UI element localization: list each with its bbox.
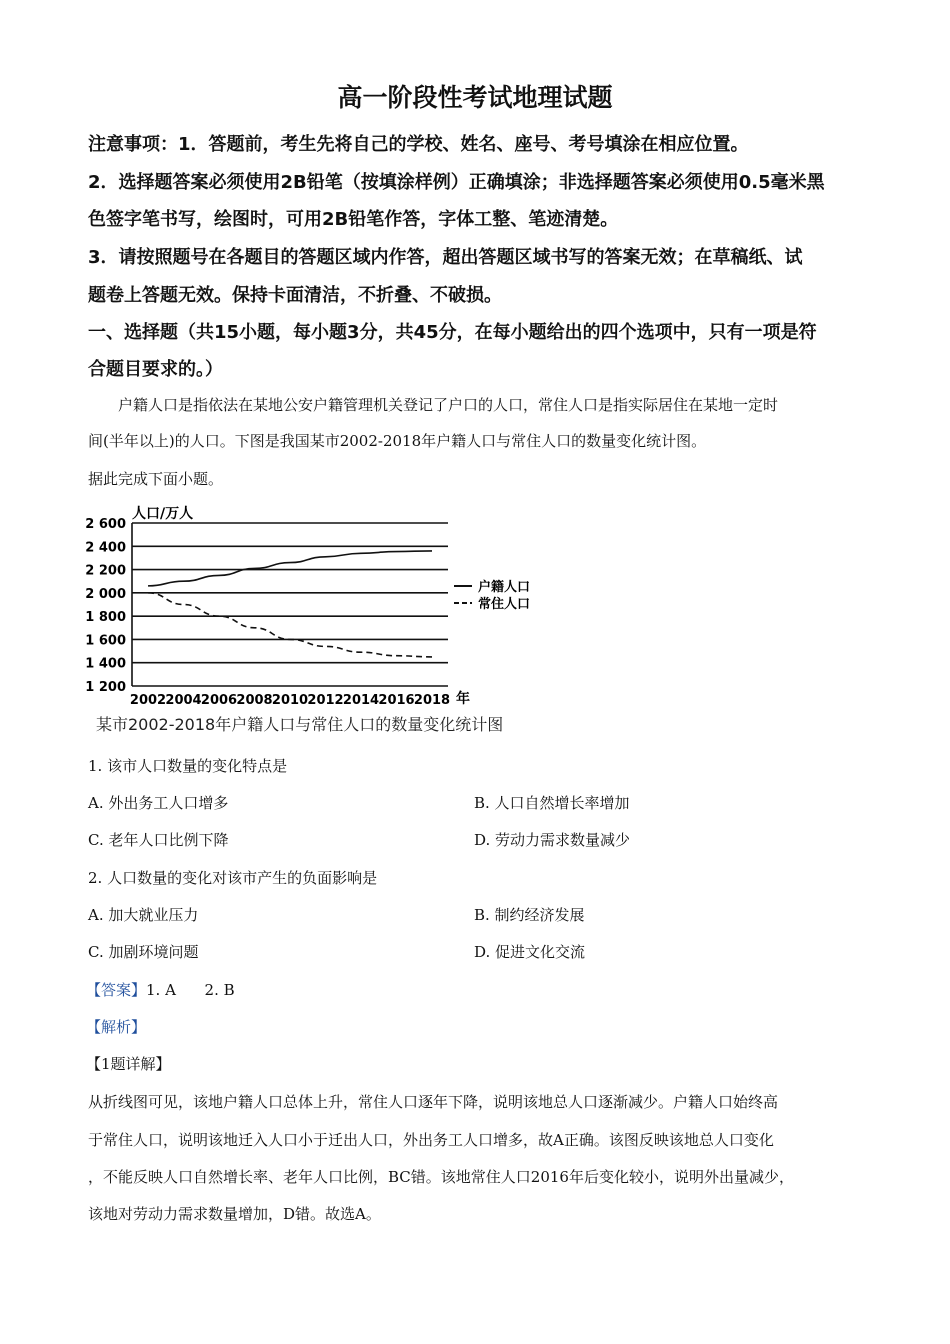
y-tick-label: 1 800 xyxy=(85,610,126,626)
passage-line-2: 间(半年以上)的人口。下图是我国某市2002-2018年户籍人口与常住人口的数量变化统计图。 xyxy=(88,432,707,450)
chart-legend xyxy=(454,579,530,612)
q2-option-d: D. 促进文化交流 xyxy=(474,943,586,961)
section-heading-line-2: 合题目要求的。） xyxy=(88,359,223,380)
x-tick-label: 2016 xyxy=(378,693,415,708)
x-tick-label: 2012 xyxy=(307,693,344,708)
population-chart xyxy=(80,500,560,740)
x-tick-label: 2002 xyxy=(129,693,167,708)
y-tick-label: 1 200 xyxy=(85,680,126,695)
q2-stem: 2. 人口数量的变化对该市产生的负面影响是 xyxy=(88,869,378,887)
chart-ylabel: 人口/万人 xyxy=(132,506,194,522)
q2-option-a: A. 加大就业压力 xyxy=(88,906,199,924)
notice-line-2a: 2．选择题答案必须使用2B铅笔（按填涂样例）正确填涂；非选择题答案必须使用0.5毫米黑 xyxy=(88,172,825,193)
q1-option-d: D. 劳动力需求数量减少 xyxy=(474,831,631,849)
x-tick-label: 2014 xyxy=(342,693,380,708)
explanation-line-3: ，不能反映人口自然增长率、老年人口比例，BC错。该地常住人口2016年后变化较小，说明外出量减少， xyxy=(88,1168,794,1186)
notice-line-1: 注意事项：1．答题前，考生先将自己的学校、姓名、座号、考号填涂在相应位置。 xyxy=(88,134,749,155)
answer-tag: 【答案】 xyxy=(86,981,147,999)
x-tick-label: 2018 xyxy=(413,693,451,708)
notice-line-3a: 3．请按照题号在各题目的答题区域内作答，超出答题区域书写的答案无效；在草稿纸、试 xyxy=(88,247,803,268)
explanation-line-4: 该地对劳动力需求数量增加，D错。故选A。 xyxy=(88,1205,381,1223)
chart-x-ticks xyxy=(130,693,450,708)
q1-option-b: B. 人口自然增长率增加 xyxy=(474,794,630,812)
series-line-resident xyxy=(148,593,432,657)
passage-line-1: 户籍人口是指依法在某地公安户籍管理机关登记了户口的人口，常住人口是指实际居住在某地一定时 xyxy=(118,396,779,414)
q1-option-c: C. 老年人口比例下降 xyxy=(88,831,229,849)
notice-line-3b: 题卷上答题无效。保持卡面清洁，不折叠、不破损。 xyxy=(88,285,502,306)
explanation-line-1: 从折线图可见，该地户籍人口总体上升，常住人口逐年下降，说明该地总人口逐渐减少。户籍人口始终高 xyxy=(88,1093,779,1111)
notice-line-2b: 色签字笔书写，绘图时，可用2B铅笔作答，字体工整、笔迹清楚。 xyxy=(88,209,619,230)
legend-label: 户籍人口 xyxy=(478,580,531,595)
q1-stem: 1. 该市人口数量的变化特点是 xyxy=(88,757,288,775)
chart-series xyxy=(148,551,432,657)
explanation-line-2: 于常住人口，说明该地迁入人口小于迁出人口，外出务工人口增多，故A正确。该图反映该地总人口变化 xyxy=(88,1131,774,1149)
x-tick-label: 2010 xyxy=(271,693,309,708)
y-tick-label: 2 200 xyxy=(85,563,126,579)
section-heading-line-1: 一、选择题（共15小题，每小题3分，共45分，在每小题给出的四个选项中，只有一项是符 xyxy=(88,322,817,343)
y-tick-label: 1 400 xyxy=(85,656,126,672)
chart-xlabel: 年 xyxy=(456,691,470,707)
answer-line xyxy=(86,979,235,1000)
x-tick-label: 2008 xyxy=(236,693,273,708)
q2-option-c: C. 加剧环境问题 xyxy=(88,943,199,961)
x-tick-label: 2004 xyxy=(165,693,202,708)
detail-tag: 【1题详解】 xyxy=(86,1055,171,1073)
y-tick-label: 1 600 xyxy=(85,633,126,649)
y-tick-label: 2 000 xyxy=(85,586,126,602)
analysis-tag: 【解析】 xyxy=(86,1018,147,1036)
answer-text: 1. A 2. B xyxy=(146,981,235,999)
page-title: 高一阶段性考试地理试题 xyxy=(337,83,613,112)
q1-option-a: A. 外出务工人口增多 xyxy=(88,794,229,812)
chart-y-ticks xyxy=(85,517,126,695)
x-tick-label: 2006 xyxy=(200,693,238,708)
passage-line-3: 据此完成下面小题。 xyxy=(88,470,224,488)
y-tick-label: 2 400 xyxy=(85,540,126,556)
y-tick-label: 2 600 xyxy=(85,517,126,532)
legend-label: 常住人口 xyxy=(478,597,531,612)
series-line-registered xyxy=(148,551,432,586)
q2-option-b: B. 制约经济发展 xyxy=(474,906,585,924)
chart-caption: 某市2002-2018年户籍人口与常住人口的数量变化统计图 xyxy=(96,715,504,734)
